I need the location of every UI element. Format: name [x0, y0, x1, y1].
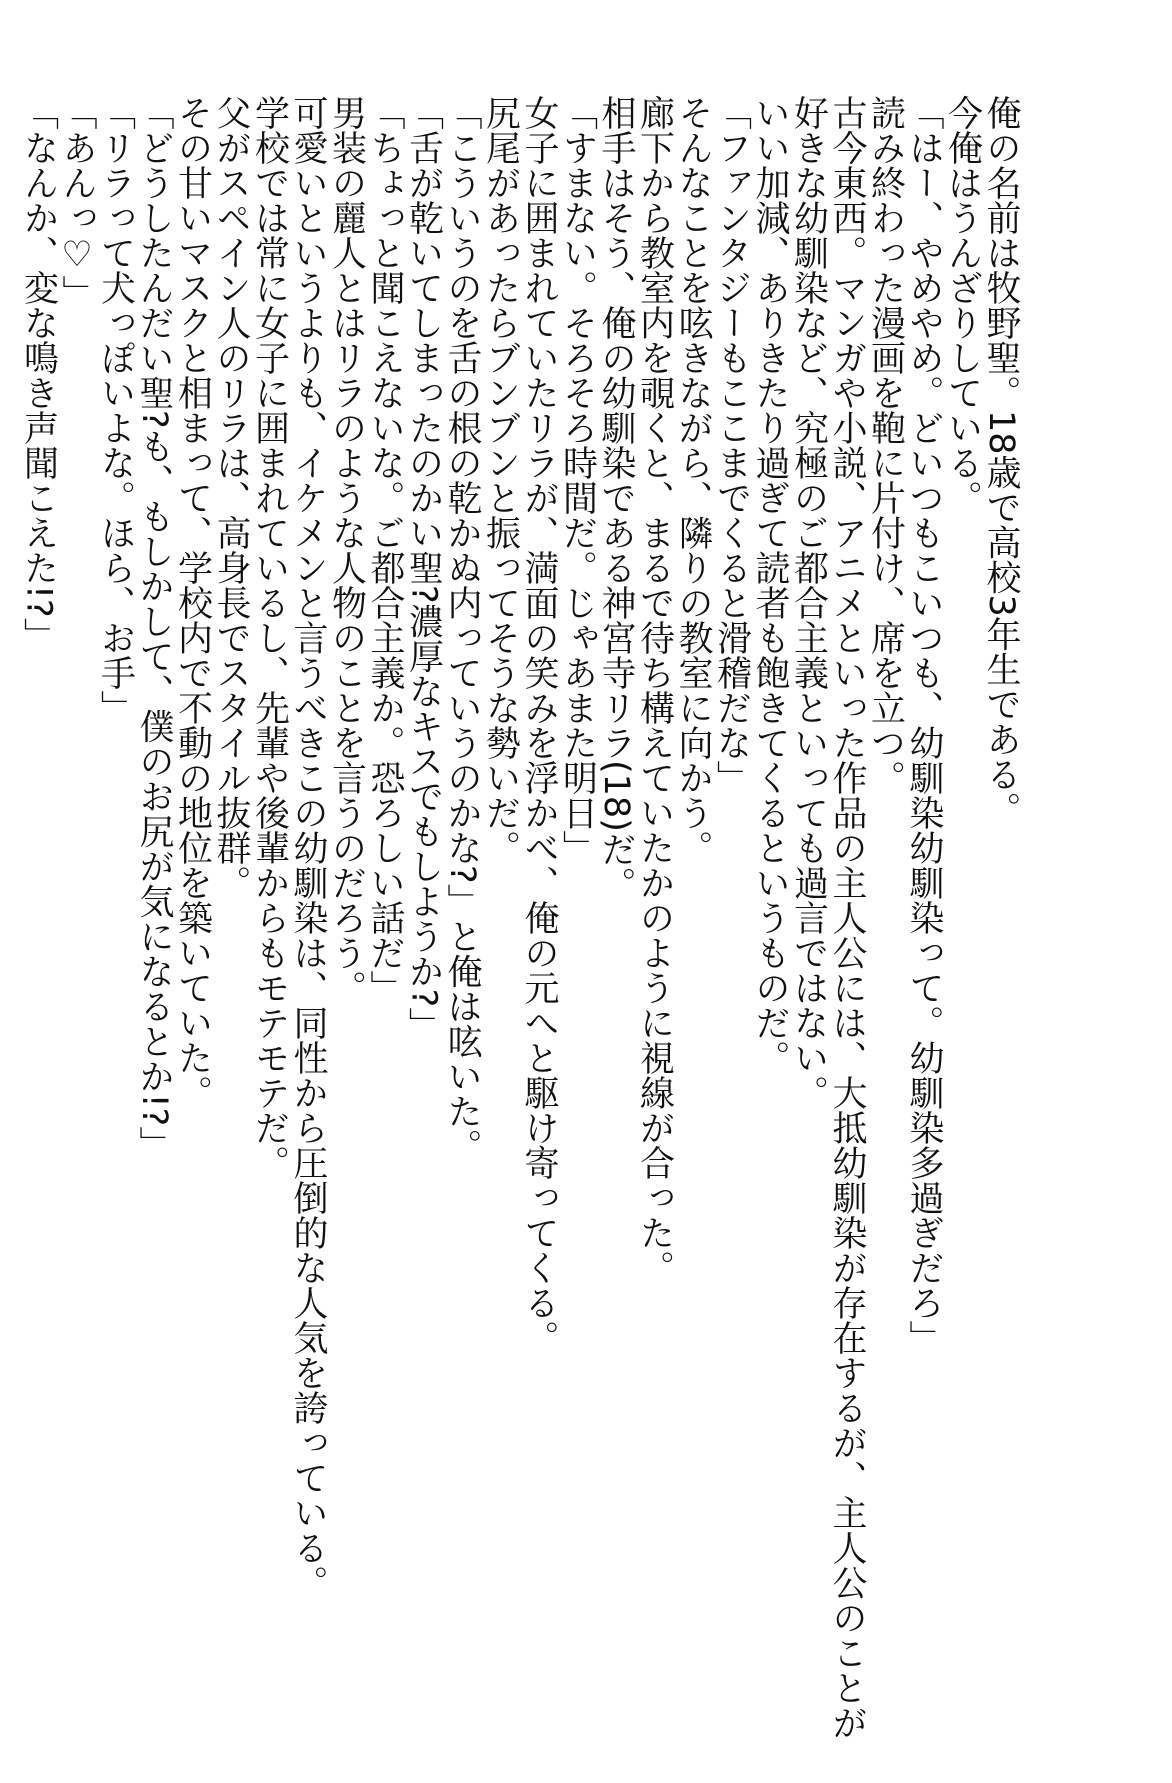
text-line: 男装の麗人とはリラのような人物のことを言うのだろう。 — [326, 95, 367, 1005]
text-line: 好きな幼馴染など、究極のご都合主義といっても過言ではない。 — [788, 95, 829, 1110]
text-line: 「リラって犬っぽいよな。ほら、お手」 — [95, 95, 136, 725]
text-line: 相手はそう、俺の幼馴染である神宮寺リラ(18)だ。 — [596, 95, 636, 902]
text-line: そんなことを呟きながら、隣りの教室に向かう。 — [673, 95, 713, 865]
text-line: その甘いマスクと相まって、学校内で不動の地位を築いていた。 — [172, 95, 213, 1110]
text-line: 「はー、やめやめ。どいつもこいつも、幼馴染幼馴染って。幼馴染多過ぎだろ」 — [904, 95, 944, 1355]
text-line: 俺の名前は牧野聖。18歳で高校3年生である。 — [981, 95, 1021, 827]
text-line: 「あんっ♡」 — [57, 95, 97, 310]
text-line: いい加減、ありきたり過ぎて読者も飽きてくるというものだ。 — [750, 95, 790, 1075]
text-line: 廊下から教室内を覗くと、まるで待ち構えていたかのように視線が合った。 — [634, 95, 675, 1285]
text-line: 女子に囲まれていたリラが、満面の笑みを浮かべ、俺の元へと駆け寄ってくる。 — [519, 95, 559, 1355]
text-line: 今俺はうんざりしている。 — [942, 95, 983, 515]
text-line: 「なんか、変な鳴き声聞こえた!?」 — [18, 95, 59, 653]
text-line: 「こういうのを舌の根の乾かぬ内っていうのかな?」と俺は呟いた。 — [442, 95, 482, 1164]
text-line: 「どうしたんだい聖?も、もしかして、僕のお尻が気になるとか!?」 — [134, 95, 174, 1162]
text-line: 「舌が乾いてしまったのかい聖?濃厚なキスでもしようか?」 — [403, 95, 444, 1043]
vertical-text-block — [19, 95, 1020, 1745]
text-line: 古今東西。マンガや小説、アニメといった作品の主人公には、大抵幼馴染が存在するが、主人公のことが — [827, 95, 867, 1740]
text-line: 可愛いというよりも、イケメンと言うべきこの幼馴染は、同性から圧倒的な人気を誇っている。 — [288, 95, 328, 1600]
text-line: 尻尾があったらブンブンと振ってそうな勢いだ。 — [480, 95, 521, 865]
text-line: 「ちょっと聞こえないな。ご都合主義か。恐ろしい話だ」 — [365, 95, 405, 1005]
text-line: 読み終わった漫画を鞄に片付け、席を立つ。 — [865, 95, 906, 795]
text-line: 父がスペイン人のリラは、高身長でスタイル抜群。 — [211, 95, 251, 900]
text-line: 「ファンタジーもここまでくると滑稽だな」 — [711, 95, 752, 795]
text-line: 「すまない。そろそろ時間だ。じゃあまた明日」 — [557, 95, 598, 865]
text-line: 学校では常に女子に囲まれているし、先輩や後輩からもモテモテだ。 — [249, 95, 290, 1180]
